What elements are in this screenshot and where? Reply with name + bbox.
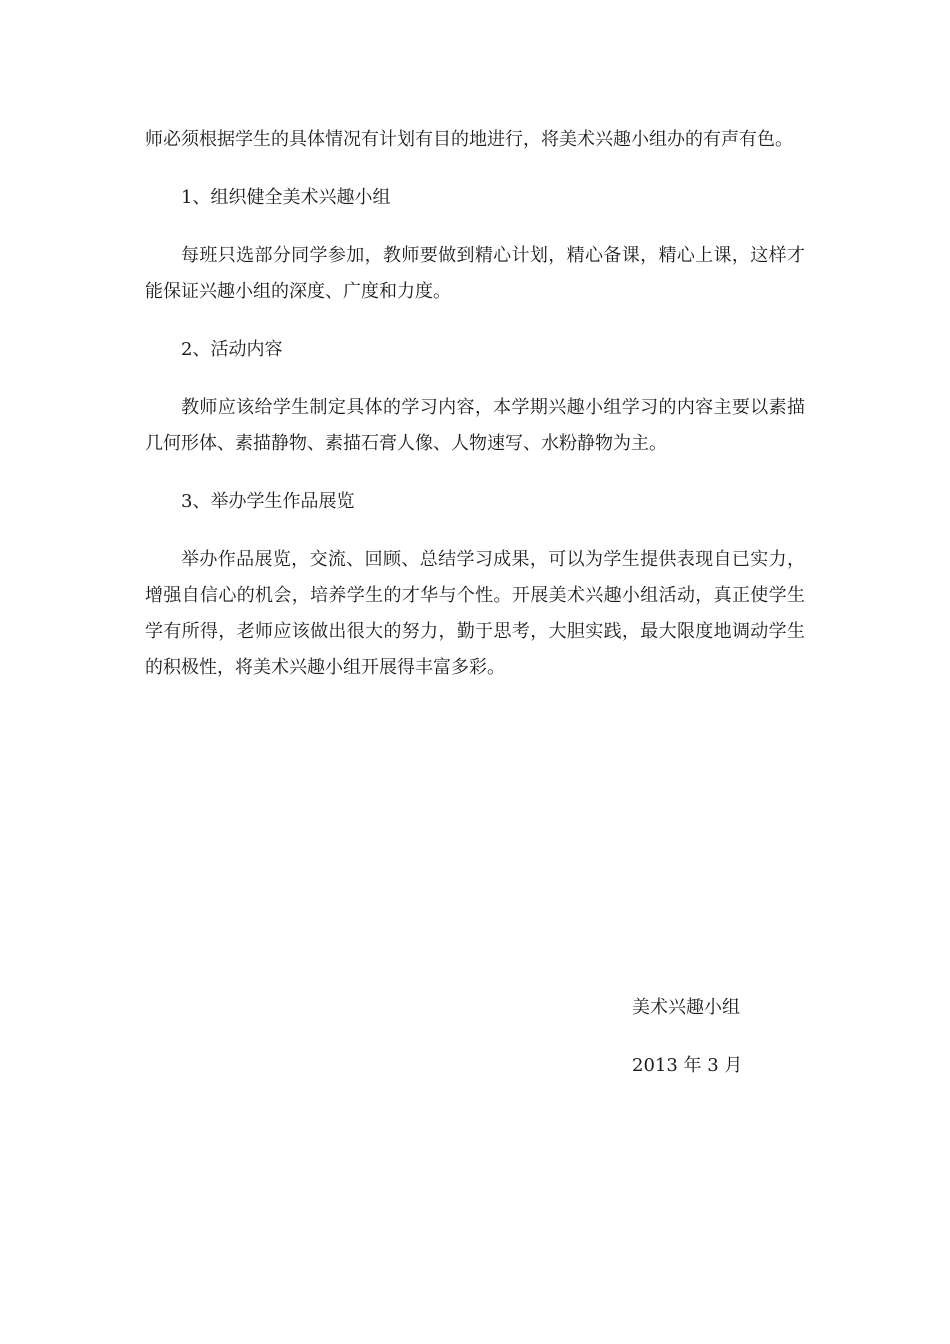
section-heading-1: 1、组织健全美术兴趣小组 xyxy=(181,187,391,208)
section-heading-2: 2、活动内容 xyxy=(181,339,283,360)
signature-block xyxy=(632,990,742,1106)
paragraph-section-1: 每班只选部分同学参加，教师要做到精心计划，精心备课，精心上课，这样才能保证兴趣小组的深度、广度和力度。 xyxy=(145,245,805,302)
signature-date: 2013 年 3 月 xyxy=(632,1055,743,1076)
section-heading-3: 3、举办学生作品展览 xyxy=(181,491,355,512)
signature-organization: 美术兴趣小组 xyxy=(632,997,740,1018)
paragraph-continuation: 师必须根据学生的具体情况有计划有目的地进行，将美术兴趣小组办的有声有色。 xyxy=(145,129,793,150)
paragraph-section-3: 举办作品展览，交流、回顾、总结学习成果，可以为学生提供表现自已实力，增强自信心的机会，培养学生的才华与个性。开展美术兴趣小组活动，真正使学生学有所得，老师应该做出很大的努力，勤于思考，大胆实践，最大限度地调动学生的积极性，将美术兴趣小组开展得丰富多彩。 xyxy=(145,549,805,678)
document-body xyxy=(145,122,805,708)
paragraph-section-2: 教师应该给学生制定具体的学习内容，本学期兴趣小组学习的内容主要以素描几何形体、素描静物、素描石膏人像、人物速写、水粉静物为主。 xyxy=(145,397,805,454)
